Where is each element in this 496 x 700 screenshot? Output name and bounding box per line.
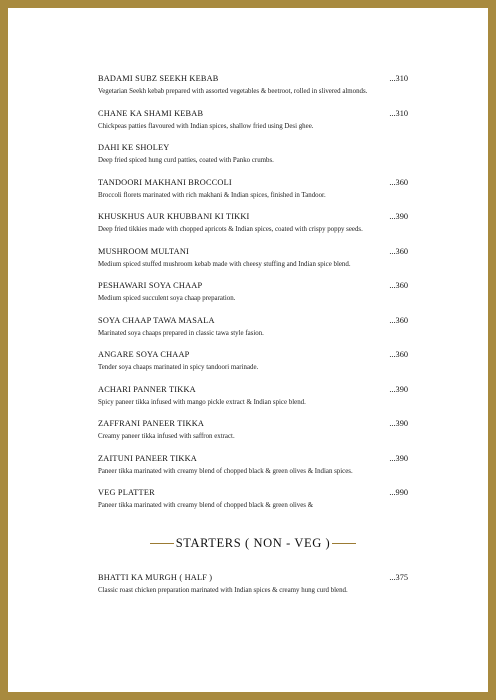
section-rule-left — [150, 543, 174, 544]
menu-item — [98, 573, 408, 597]
item-description: Chickpeas patties flavoured with Indian spices, shallow fried using Desi ghee. — [98, 122, 314, 130]
item-description: Paneer tikka marinated with creamy blend of chopped black & green olives & Indian spices. — [98, 467, 353, 475]
item-name: TANDOORI MAKHANI BROCCOLI — [98, 177, 232, 187]
item-name: BADAMI SUBZ SEEKH KEBAB — [98, 74, 219, 83]
item-price: ...390 — [389, 212, 408, 221]
section-header — [98, 536, 408, 551]
item-name: PESHAWARI SOYA CHAAP — [98, 281, 203, 290]
item-description: Spicy paneer tikka infused with mango pickle extract & Indian spice blend. — [98, 398, 306, 406]
item-price: ...360 — [389, 350, 408, 359]
menu-item — [98, 454, 408, 478]
menu-item — [98, 212, 408, 236]
item-name: MUSHROOM MULTANI — [98, 246, 189, 256]
menu-item — [98, 385, 408, 409]
item-description: Paneer tikka marinated with creamy blend of chopped black & green olives & — [98, 502, 314, 509]
menu-item — [98, 488, 408, 512]
item-name: ANGARE SOYA CHAAP — [98, 350, 190, 359]
item-price: ...990 — [389, 488, 408, 497]
item-description: Deep fried spiced hung curd patties, coated with Panko crumbs. — [98, 157, 274, 164]
section-rule-right — [332, 543, 356, 544]
item-price: ...375 — [389, 572, 408, 582]
item-name: KHUSKHUS AUR KHUBBANI KI TIKKI — [98, 212, 250, 221]
item-price: ...390 — [389, 419, 408, 428]
item-description: Medium spiced stuffed mushroom kebab made with cheesy stuffing and Indian spice blend. — [98, 260, 351, 268]
item-description: Vegetarian Seekh kebab prepared with assorted vegetables & beetroot, rolled in slivered almonds. — [98, 88, 368, 95]
item-price: ...360 — [389, 281, 408, 290]
item-name: SOYA CHAAP TAWA MASALA — [98, 315, 215, 325]
item-description: Marinated soya chaaps prepared in classic tawa style fasion. — [98, 329, 264, 337]
menu-item — [98, 350, 408, 374]
item-price: ...310 — [389, 74, 408, 83]
item-description: Broccoli florets marinated with rich makhani & Indian spices, finished in Tandoor. — [98, 191, 326, 199]
menu-item — [98, 419, 408, 443]
item-name: DAHI KE SHOLEY — [98, 143, 170, 152]
item-price: ...310 — [389, 108, 408, 118]
menu-item — [98, 143, 408, 167]
item-price: ...360 — [389, 177, 408, 187]
item-name: BHATTI KA MURGH ( HALF ) — [98, 572, 213, 582]
item-description: Classic roast chicken preparation marinated with Indian spices & creamy hung curd blend. — [98, 586, 348, 594]
item-price: ...390 — [389, 384, 408, 394]
item-name: ZAITUNI PANEER TIKKA — [98, 453, 197, 463]
menu-item — [98, 74, 408, 98]
item-description: Deep fried tikkies made with chopped apricots & Indian spices, coated with crispy poppy seeds. — [98, 226, 363, 233]
menu-item — [98, 109, 408, 133]
item-name: ZAFFRANI PANEER TIKKA — [98, 419, 205, 428]
section-title: STARTERS ( NON - VEG ) — [175, 535, 331, 550]
item-price: ...360 — [389, 315, 408, 325]
menu-item — [98, 281, 408, 305]
item-name: VEG PLATTER — [98, 488, 155, 497]
item-description: Creamy paneer tikka infused with saffron extract. — [98, 433, 235, 440]
item-price: ...390 — [389, 453, 408, 463]
menu-item — [98, 316, 408, 340]
item-description: Medium spiced succulent soya chaap preparation. — [98, 295, 236, 302]
menu-item — [98, 247, 408, 271]
menu-list — [98, 74, 408, 607]
item-description: Tender soya chaaps marinated in spicy tandoori marinade. — [98, 364, 259, 371]
item-name: ACHARI PANNER TIKKA — [98, 384, 196, 394]
item-price: ...360 — [389, 246, 408, 256]
menu-item — [98, 178, 408, 202]
item-name: CHANE KA SHAMI KEBAB — [98, 108, 204, 118]
